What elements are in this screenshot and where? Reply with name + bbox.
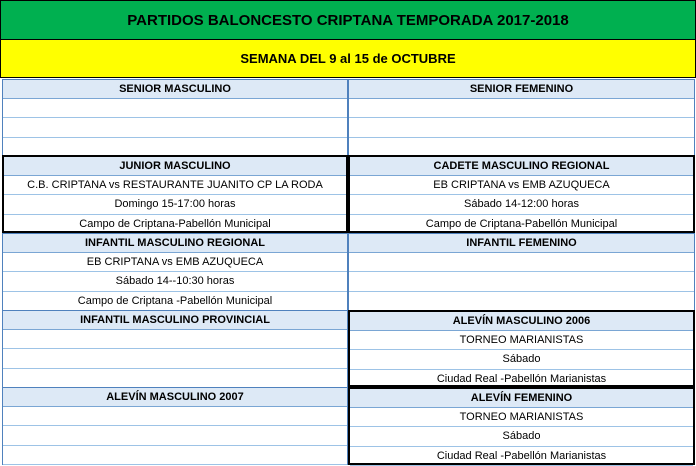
block-row: Campo de Criptana-Pabellón Municipal [350,215,693,234]
block-infantil-masculino-provincial [2,310,348,387]
block-row [3,138,347,157]
block-header: CADETE MASCULINO REGIONAL [350,157,693,176]
block-header: ALEVÍN MASCULINO 2006 [350,312,693,331]
block-row: Campo de Criptana-Pabellón Municipal [4,215,346,234]
block-senior-masculino [2,79,348,155]
block-alevin-masculino-2006 [348,310,695,387]
block-alevin-masculino-2007 [2,387,348,465]
block-infantil-masculino-regional [2,233,348,310]
block-row [349,99,694,118]
block-row [3,330,347,349]
block-row: TORNEO MARIANISTAS [350,408,693,427]
block-cadete-masculino-regional [348,155,695,233]
block-row: EB CRIPTANA vs EMB AZUQUECA [350,176,693,195]
block-header: INFANTIL FEMENINO [349,234,694,253]
block-junior-masculino [2,155,348,233]
block-row: Sábado 14--10:30 horas [3,272,347,291]
block-row [3,369,347,388]
block-row: Domingo 15-17:00 horas [4,195,346,214]
block-row [349,292,694,311]
block-row [3,349,347,368]
block-row: Ciudad Real -Pabellón Marianistas [350,447,693,466]
block-row: Sábado [350,427,693,446]
block-row [3,407,347,426]
block-row [3,446,347,465]
block-header: INFANTIL MASCULINO PROVINCIAL [3,311,347,330]
block-infantil-femenino [348,233,695,310]
block-row: EB CRIPTANA vs EMB AZUQUECA [3,253,347,272]
block-header: ALEVÍN FEMENINO [350,389,693,408]
block-row: TORNEO MARIANISTAS [350,331,693,350]
block-senior-femenino [348,79,695,155]
block-row: Ciudad Real -Pabellón Marianistas [350,370,693,389]
block-header: ALEVÍN MASCULINO 2007 [3,388,347,407]
block-alevin-femenino [348,387,695,465]
block-row [349,118,694,137]
block-row [3,118,347,137]
block-row [349,138,694,157]
week-range: SEMANA DEL 9 al 15 de OCTUBRE [0,40,696,78]
block-row [349,253,694,272]
block-row: Sábado [350,350,693,369]
page-title: PARTIDOS BALONCESTO CRIPTANA TEMPORADA 2017-2018 [0,0,696,40]
block-row [3,426,347,445]
block-row: Campo de Criptana -Pabellón Municipal [3,292,347,311]
block-row [3,99,347,118]
block-header: SENIOR MASCULINO [3,80,347,99]
block-header: JUNIOR MASCULINO [4,157,346,176]
block-row: Sábado 14-12:00 horas [350,195,693,214]
block-header: INFANTIL MASCULINO REGIONAL [3,234,347,253]
block-header: SENIOR FEMENINO [349,80,694,99]
block-row [349,272,694,291]
block-row: C.B. CRIPTANA vs RESTAURANTE JUANITO CP LA RODA [4,176,346,195]
